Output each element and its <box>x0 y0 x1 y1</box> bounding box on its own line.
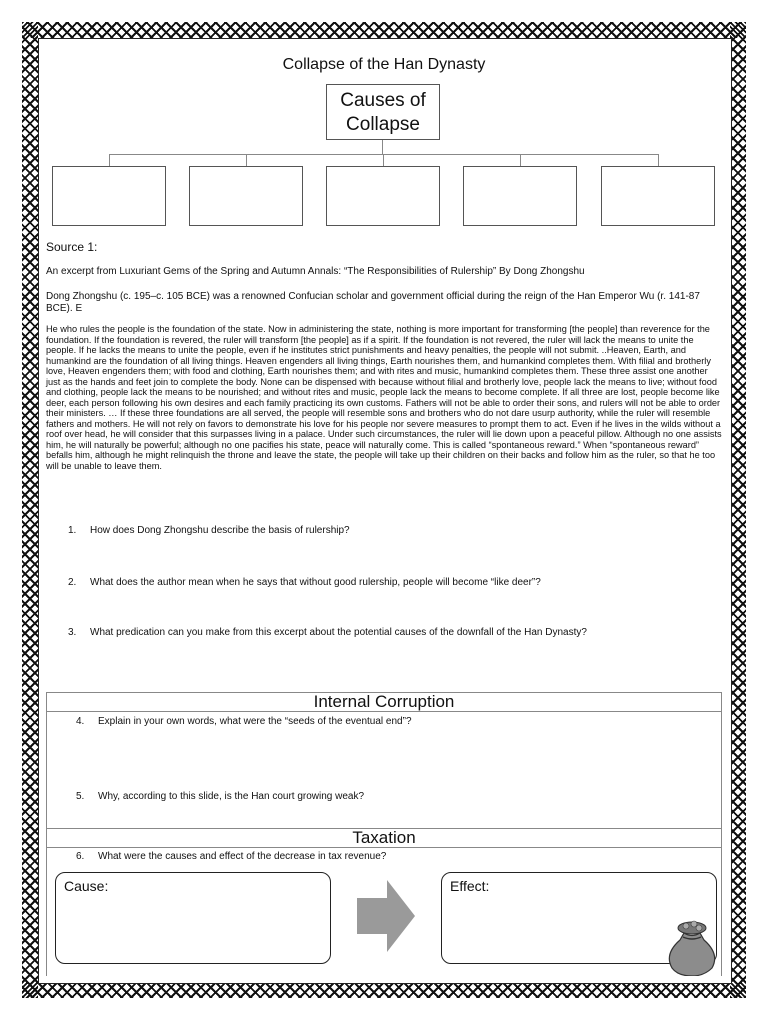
page-title: Collapse of the Han Dynasty <box>282 56 486 73</box>
question-number: 2. <box>68 577 77 588</box>
effect-label: Effect: <box>450 878 490 894</box>
author-bio: Dong Zhongshu (c. 195–c. 105 BCE) was a renowned Confucian scholar and government official during the reign of the Han Emperor Wu (r. 141-87 BCE). E <box>46 291 700 314</box>
org-child-box-1[interactable] <box>52 166 166 226</box>
taxation-heading: Taxation <box>46 828 722 848</box>
money-bag-icon <box>664 918 720 976</box>
section-left-rule <box>46 712 47 830</box>
cause-box[interactable] <box>55 872 331 964</box>
question-3 <box>68 627 587 639</box>
source-label: Source 1: <box>46 240 98 254</box>
cause-label: Cause: <box>64 878 109 894</box>
org-child-box-5[interactable] <box>601 166 715 226</box>
source-passage: He who rules the people is the foundation of the state. Now in administering the state, nothing is more important for transforming [the people] than reverence for the foundation. If the foundation is revered, the ruler will transform [the people] as if a spirit. If the foundation is not revered, the ruler will lack the means to unite the people. If he lacks the means to unite the people, even if he institutes strict punishments and heavy penalties, the people will not submit. ..Heaven, Earth, and humankind are the foundation of all living things. Heaven engenders all living things, Earth nourishes them, and humankind completes them. With filial and brotherly love, Heaven engenders them; with food and clothing, Earth nourishes them; and with rites and music, humankind completes them. These three assist one another just as the hands and feet join to complete the body. None can be dispensed with because without filial and brotherly love, people lack the means to live; without food and clothing, people lack the means to be nourished; and without rites and music, people lack the means to become complete. If all three are lost, people become like deer, each person following his own desires and each family practicing its own customs. Fathers will not be able to order their sons, and rulers will not be able to order their ministers. … If these three foundations are all served, the people will resemble sons and brothers who do not dare usurp authority, while the ruler will resemble fathers and mothers. He will not rely on favors to demonstrate his love for his people nor severe measures to prompt them to act. Even if he lives in the wilds without a roof over head, he will consider that this surpasses living in a palace. Under such circumstances, the ruler will lie down upon a peaceful pillow. Although no one assists him, he will naturally be powerful; although no one pacifies his state, peace will naturally come. This is called “spontaneous reward.” When “spontaneous reward” befalls him, although he might relinquish the throne and leave the state, the people will take up their children on their backs and follow him as the ruler, so that he too will be unable to leave them. <box>46 324 722 471</box>
org-child-box-4[interactable] <box>463 166 577 226</box>
question-4 <box>76 716 412 728</box>
org-child-box-2[interactable] <box>189 166 303 226</box>
question-text: What were the causes and effect of the decrease in tax revenue? <box>98 851 387 862</box>
question-text: Why, according to this slide, is the Han court growing weak? <box>98 791 365 802</box>
org-root-box <box>326 84 440 140</box>
internal-corruption-heading: Internal Corruption <box>46 692 722 712</box>
org-connector-stem <box>382 140 383 154</box>
border-bottom <box>22 982 746 998</box>
question-number: 3. <box>68 627 77 638</box>
question-6 <box>76 851 386 863</box>
question-text: How does Dong Zhongshu describe the basis of rulership? <box>90 525 350 536</box>
question-text: What does the author mean when he says that without good rulership, people will become “like deer”? <box>90 577 541 588</box>
right-arrow-icon <box>357 880 415 952</box>
excerpt-title: An excerpt from Luxuriant Gems of the Spring and Autumn Annals: “The Responsibilities of Rulership” By Dong Zhongshu <box>46 266 585 277</box>
org-root-line2: Collapse <box>346 114 420 135</box>
question-text: What predication can you make from this excerpt about the potential causes of the downfall of the Han Dynasty? <box>90 627 587 638</box>
section-right-rule <box>721 712 722 830</box>
question-number: 4. <box>76 716 85 727</box>
question-number: 5. <box>76 791 85 802</box>
org-root-line1: Causes of <box>340 90 426 111</box>
question-number: 6. <box>76 851 85 862</box>
org-connector-bar <box>109 154 659 155</box>
question-5 <box>76 791 364 803</box>
tax-right-rule <box>721 848 722 976</box>
org-connector-5 <box>658 154 659 166</box>
org-connector-1 <box>109 154 110 166</box>
question-number: 1. <box>68 525 77 536</box>
org-connector-4 <box>520 154 521 166</box>
question-text: Explain in your own words, what were the “seeds of the eventual end”? <box>98 716 412 727</box>
border-right <box>730 22 746 998</box>
question-1 <box>68 525 350 537</box>
border-top <box>22 22 746 38</box>
org-child-box-3[interactable] <box>326 166 440 226</box>
border-left <box>22 22 38 998</box>
question-2 <box>68 577 541 589</box>
org-connector-2 <box>246 154 247 166</box>
org-connector-3 <box>383 154 384 166</box>
tax-left-rule <box>46 848 47 976</box>
